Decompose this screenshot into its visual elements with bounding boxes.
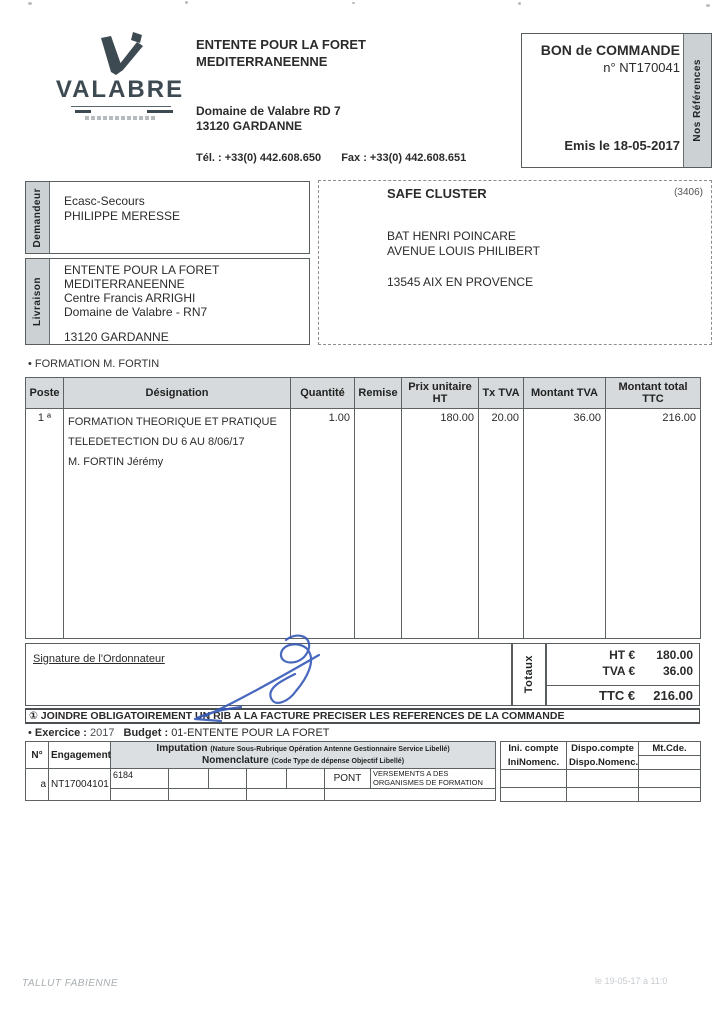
livraison-strip bbox=[26, 259, 50, 344]
nomenclature-cell-empty bbox=[325, 789, 496, 801]
item-designation-line2: TELEDETECTION DU 6 AU 8/06/17 bbox=[68, 436, 245, 448]
total-ht-label: HT € bbox=[609, 648, 636, 662]
dispo-cell-empty bbox=[639, 787, 701, 801]
scan-artifact bbox=[706, 4, 710, 7]
order-number: n° NT170041 bbox=[603, 60, 680, 75]
nomenclature-cell-empty bbox=[247, 789, 325, 801]
total-ttc-value: 216.00 bbox=[653, 688, 693, 703]
col-header-no: N° bbox=[26, 742, 49, 769]
total-ht-row bbox=[547, 647, 699, 663]
supplier-city: 13545 AIX EN PROVENCE bbox=[387, 275, 534, 289]
org-fax: Fax : +33(0) 442.608.651 bbox=[341, 152, 467, 164]
org-address bbox=[196, 104, 341, 134]
demandeur-line1: Ecasc-Secours bbox=[64, 194, 145, 208]
total-ht-value: 180.00 bbox=[656, 648, 693, 662]
dispo-cell-empty bbox=[567, 769, 639, 787]
logo-tagline bbox=[85, 116, 155, 120]
dispo-cell-empty bbox=[501, 787, 567, 801]
col-header-remise: Remise bbox=[355, 378, 402, 409]
item-prix-unitaire: 180.00 bbox=[402, 409, 479, 639]
item-montant-ttc: 216.00 bbox=[606, 409, 701, 639]
item-row bbox=[26, 409, 701, 639]
col-header-dispo-compte: Dispo.compte bbox=[567, 742, 639, 756]
livraison-line3: Centre Francis ARRIGHI bbox=[64, 291, 196, 305]
imputation-detail: (Nature Sous-Rubrique Opération Antenne Gestionnaire Service Libellé) bbox=[210, 746, 450, 753]
section-label: • FORMATION M. FORTIN bbox=[28, 358, 160, 370]
footer-author: TALLUT FABIENNE bbox=[22, 978, 119, 989]
order-title: BON de COMMANDE bbox=[540, 42, 680, 58]
total-ttc-row bbox=[547, 686, 699, 706]
org-contact bbox=[196, 152, 466, 164]
scan-artifact bbox=[518, 2, 521, 5]
budget-line bbox=[28, 727, 330, 739]
engagement-number: NT17004101 bbox=[49, 769, 111, 801]
dispo-cell-empty bbox=[567, 787, 639, 801]
budget-bullet: • bbox=[28, 727, 32, 739]
order-box bbox=[521, 33, 712, 168]
dispo-row-empty bbox=[501, 769, 701, 787]
col-header-montant-tva: Montant TVA bbox=[524, 378, 606, 409]
item-montant-tva: 36.00 bbox=[524, 409, 606, 639]
item-designation bbox=[64, 409, 291, 639]
rib-notice: ① JOINDRE OBLIGATOIREMENT UN RIB A LA FACTURE PRECISER LES REFERENCES DE LA COMMANDE bbox=[25, 708, 700, 724]
dispo-cell-empty bbox=[501, 769, 567, 787]
dispo-header-row1 bbox=[501, 742, 701, 756]
items-table-header-row bbox=[26, 378, 701, 409]
item-designation-line1: FORMATION THEORIQUE ET PRATIQUE bbox=[68, 416, 277, 428]
total-tva-row bbox=[547, 663, 699, 679]
item-quantite: 1.00 bbox=[291, 409, 355, 639]
supplier-code: (3406) bbox=[674, 187, 703, 198]
scan-artifact bbox=[28, 2, 32, 5]
dispo-header-row2 bbox=[501, 756, 701, 770]
livraison-label: Livraison bbox=[32, 277, 43, 326]
order-issued-date: Emis le 18-05-2017 bbox=[564, 138, 680, 153]
col-header-mt-cde-blank bbox=[639, 756, 701, 770]
engagement-cell-empty bbox=[169, 769, 209, 789]
supplier-address-line1: BAT HENRI POINCARE bbox=[387, 229, 516, 243]
engagement-row bbox=[26, 769, 496, 789]
demandeur-content bbox=[50, 182, 180, 253]
budget-value: 01-ENTENTE POUR LA FORET bbox=[171, 727, 330, 739]
engagement-table bbox=[25, 741, 496, 801]
livraison-line5: 13120 GARDANNE bbox=[64, 330, 169, 344]
col-header-tx-tva: Tx TVA bbox=[479, 378, 524, 409]
dispo-cell-empty bbox=[639, 769, 701, 787]
livraison-line2: MEDITERRANEENNE bbox=[64, 277, 185, 291]
demandeur-strip bbox=[26, 182, 50, 253]
col-header-ini-compte: Ini. compte bbox=[501, 742, 567, 756]
signature-image bbox=[165, 628, 365, 724]
engagement-service: PONT bbox=[325, 769, 371, 789]
totaux-strip bbox=[512, 643, 546, 706]
col-header-prix-unitaire: Prix unitaire HT bbox=[402, 378, 479, 409]
demandeur-box bbox=[25, 181, 310, 254]
signature-label: Signature de l'Ordonnateur bbox=[33, 653, 165, 665]
exercice-value: 2017 bbox=[89, 727, 115, 739]
valabre-logo-text: VALABRE bbox=[55, 76, 185, 103]
engagement-no: a bbox=[26, 769, 49, 801]
totals-box bbox=[546, 643, 700, 706]
footer-print-info: le 19-05-17 à 11:0 bbox=[595, 976, 668, 986]
valabre-logo-mark bbox=[97, 32, 145, 76]
org-address-line1: Domaine de Valabre RD 7 bbox=[196, 104, 341, 118]
org-name bbox=[196, 36, 366, 70]
item-designation-line3: M. FORTIN Jérémy bbox=[68, 456, 164, 468]
order-box-side-label: Nos Références bbox=[692, 59, 703, 142]
logo-underline bbox=[71, 106, 171, 107]
col-header-engagement: Engagement bbox=[49, 742, 111, 769]
col-header-ini-nomenc: IniNomenc. bbox=[501, 756, 567, 770]
dispo-row-empty bbox=[501, 787, 701, 801]
col-header-quantite: Quantité bbox=[291, 378, 355, 409]
supplier-address bbox=[387, 229, 540, 290]
livraison-content bbox=[50, 259, 219, 344]
dispo-table bbox=[500, 741, 701, 802]
demandeur-line2: PHILIPPE MERESSE bbox=[64, 209, 181, 223]
total-ttc-label: TTC € bbox=[599, 688, 636, 703]
nomenclature-cell-empty bbox=[169, 789, 247, 801]
supplier-address-line2: AVENUE LOUIS PHILIBERT bbox=[387, 244, 540, 258]
imputation-label: Imputation bbox=[156, 743, 208, 754]
item-poste: 1 ª bbox=[26, 409, 64, 639]
total-tva-label: TVA € bbox=[602, 664, 636, 678]
budget-label: Budget : bbox=[123, 727, 169, 739]
org-address-line2: 13120 GARDANNE bbox=[196, 119, 303, 133]
nomenclature-label: Nomenclature bbox=[202, 755, 269, 766]
item-tx-tva: 20.00 bbox=[479, 409, 524, 639]
order-box-side-strip bbox=[683, 34, 711, 167]
logo-underline-dash bbox=[75, 110, 91, 113]
col-header-imputation bbox=[111, 742, 496, 769]
scan-artifact bbox=[185, 1, 188, 4]
col-header-mt-cde: Mt.Cde. bbox=[639, 742, 701, 756]
total-tva-value: 36.00 bbox=[662, 664, 693, 678]
logo-underline-dash bbox=[147, 110, 173, 113]
engagement-cell-empty bbox=[287, 769, 325, 789]
livraison-box bbox=[25, 258, 310, 345]
livraison-line4: Domaine de Valabre - RN7 bbox=[64, 305, 208, 319]
scan-artifact bbox=[352, 2, 355, 4]
org-name-line1: ENTENTE POUR LA FORET bbox=[196, 37, 366, 52]
col-header-designation: Désignation bbox=[64, 378, 291, 409]
supplier-box bbox=[318, 180, 712, 345]
totaux-label: Totaux bbox=[523, 655, 535, 694]
col-header-dispo-nomenc: Dispo.Nomenc. bbox=[567, 756, 639, 770]
engagement-cell-empty bbox=[247, 769, 287, 789]
engagement-libelle: VERSEMENTS A DES ORGANISMES DE FORMATION bbox=[371, 769, 496, 789]
engagement-nature: 6184 bbox=[111, 769, 169, 789]
livraison-line1: ENTENTE POUR LA FORET bbox=[64, 263, 220, 277]
engagement-header-row bbox=[26, 742, 496, 769]
col-header-montant-ttc: Montant total TTC bbox=[606, 378, 701, 409]
items-table bbox=[25, 377, 701, 639]
item-remise bbox=[355, 409, 402, 639]
supplier-name: SAFE CLUSTER bbox=[387, 186, 487, 201]
valabre-logo bbox=[55, 32, 185, 122]
org-name-line2: MEDITERRANEENNE bbox=[196, 54, 328, 69]
order-box-title-group bbox=[526, 42, 680, 75]
org-tel: Tél. : +33(0) 442.608.650 bbox=[196, 152, 322, 164]
nomenclature-detail: (Code Type de dépense Objectif Libellé) bbox=[271, 758, 405, 765]
nomenclature-cell-empty bbox=[111, 789, 169, 801]
exercice-label: Exercice : bbox=[34, 727, 87, 739]
engagement-cell-empty bbox=[209, 769, 247, 789]
demandeur-label: Demandeur bbox=[32, 187, 43, 248]
col-header-poste: Poste bbox=[26, 378, 64, 409]
